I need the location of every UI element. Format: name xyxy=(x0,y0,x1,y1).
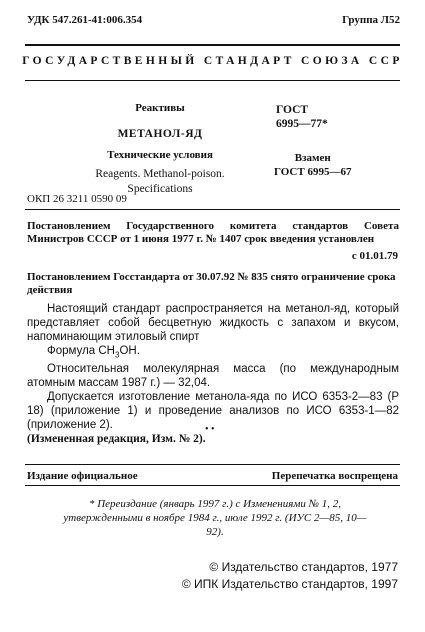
replaces-block xyxy=(274,151,351,179)
copyright-1997: © ИПК Издательство стандартов, 1997 xyxy=(181,577,398,591)
no-reprint-notice: Перепечатка воспрещена xyxy=(271,470,398,482)
footer-rule-2 xyxy=(25,485,400,486)
udk-code: УДК 547.261-41:006.354 xyxy=(27,14,143,26)
separator-dots: • • xyxy=(205,424,215,435)
paragraph-iso: Допускается изготовление метанола-яда по ИСО 6353-2—83 (Р 18) (приложение 1) и проведение анализов по ИСО 6353-1—82 (приложение 2). xyxy=(27,391,399,432)
paragraph-scope: Настоящий стандарт распространяется на метанол-яд, который представляет собой бесцветную жидкость с запахом и вкусом, напоминающим этиловый спирт xyxy=(27,303,399,343)
formula-prefix: Формула CH xyxy=(47,345,115,357)
english-line-1: Reagents. Methanol-poison. xyxy=(95,168,225,180)
effective-date: с 01.01.79 xyxy=(351,250,398,262)
reprint-note xyxy=(60,497,370,539)
category: Реактивы xyxy=(135,102,185,114)
subtitle: Технические условия xyxy=(107,149,213,161)
decree-2: Постановлением Госстандарта от 30.07.92 № 835 снято ограничение срока действия xyxy=(27,271,396,296)
reprint-line-1: * Переиздание (январь 1997 г.) с Изменениями № 1, 2, xyxy=(88,498,342,510)
replaces-label: Взамен xyxy=(294,152,331,164)
gost-number: 6995—77* xyxy=(276,118,328,130)
amendment-note: (Измененная редакция, Изм. № 2). xyxy=(27,433,206,446)
english-line-2: Specifications xyxy=(127,183,193,195)
gost-label: ГОСТ xyxy=(276,104,309,116)
title-rule xyxy=(25,80,400,81)
footer-rule xyxy=(25,464,400,465)
okp-rule xyxy=(25,209,400,210)
formula xyxy=(27,344,399,362)
decree-1: Постановлением Государственного комитета стандартов Совета Министров СССР от 1 июня 1977 г. № 1407 срок введения установлен xyxy=(27,220,399,245)
top-rule xyxy=(25,44,400,46)
main-title: ГОСУДАРСТВЕННЫЙ СТАНДАРТ СОЮЗА ССР xyxy=(22,55,403,67)
copyright-1977: © Издательство стандартов, 1977 xyxy=(209,560,398,574)
title-block xyxy=(90,102,230,197)
gost-block xyxy=(276,103,328,131)
okp-code: ОКП 26 3211 0590 09 xyxy=(27,193,127,205)
reprint-line-2: утвержденными в ноябре 1984 г., июле 1992 г. (ИУС 2—85, 10—92). xyxy=(63,512,367,538)
product-name: МЕТАНОЛ-ЯД xyxy=(117,128,203,140)
formula-subscript: 3 xyxy=(114,350,120,360)
formula-suffix: OH. xyxy=(119,345,140,357)
official-edition: Издание официальное xyxy=(27,470,138,482)
replaces-value: ГОСТ 6995—67 xyxy=(274,166,352,178)
group-code: Группа Л52 xyxy=(342,14,400,26)
paragraph-mass: Относительная молекулярная масса (по международным атомным массам 1987 г.) — 32,04. xyxy=(27,363,399,390)
